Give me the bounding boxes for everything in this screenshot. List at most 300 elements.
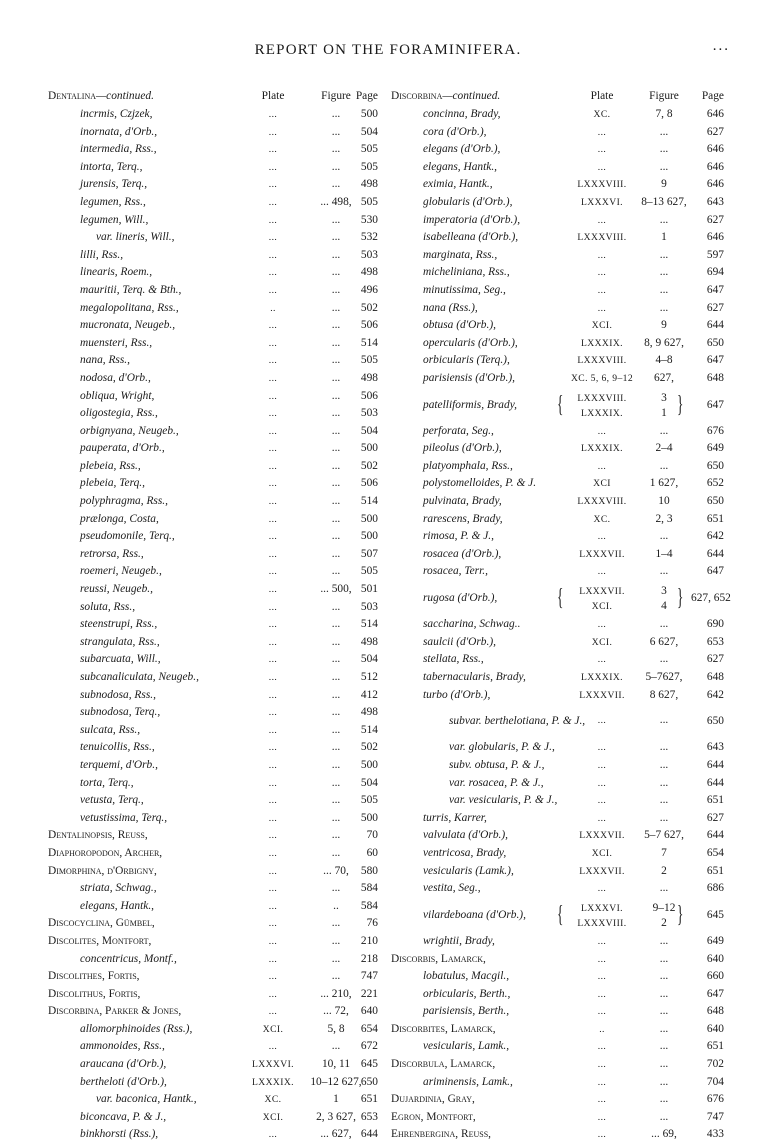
entry-page: 646 xyxy=(706,231,724,244)
entry-plate: LXXXVII. xyxy=(579,689,625,701)
entry-page: 503 xyxy=(360,600,378,613)
index-entry xyxy=(391,669,728,687)
entry-plate: ... xyxy=(268,355,278,367)
entry-name: muensteri, Rss., xyxy=(80,336,153,349)
entry-plate: ... xyxy=(268,496,278,508)
entry-plate: ... xyxy=(597,1076,607,1088)
entry-page: 505 xyxy=(360,160,378,173)
entry-page: 648 xyxy=(706,671,724,683)
entry-figure: ... xyxy=(331,354,341,367)
entry-name: linearis, Roem., xyxy=(80,266,153,279)
entry-figure: ... xyxy=(659,530,669,543)
entry-figure: ... xyxy=(331,495,341,508)
index-entry xyxy=(48,124,393,142)
index-entry xyxy=(391,352,728,370)
entry-plate: ... xyxy=(268,284,278,296)
entry-figure: ... xyxy=(331,530,341,543)
entry-name: prælonga, Costa, xyxy=(80,512,159,525)
entry-page: 640 xyxy=(360,1005,378,1018)
entry-page: 651 xyxy=(706,864,724,877)
entry-plate: LXXXIX. xyxy=(252,1076,294,1088)
entry-name: polyphragma, Rss., xyxy=(80,495,168,508)
index-entry xyxy=(391,634,728,652)
entry-page: 702 xyxy=(706,1058,724,1071)
index-entry xyxy=(391,1038,728,1056)
entry-plate: XCI. xyxy=(591,636,613,648)
index-entry xyxy=(391,458,728,476)
entry-page: 644 xyxy=(706,776,724,789)
entry-figure: ... xyxy=(659,970,669,983)
index-entry xyxy=(48,352,393,370)
entry-page: 647 xyxy=(706,987,724,1000)
index-entry xyxy=(48,810,393,828)
index-rows xyxy=(48,106,393,1144)
entry-plate: ... xyxy=(268,636,278,648)
entry-figure: ... xyxy=(659,1110,669,1123)
index-entry xyxy=(391,739,728,757)
entry-plate: ... xyxy=(268,988,278,1000)
entry-name: megalopolitana, Rss., xyxy=(80,301,179,314)
entry-plate: ... xyxy=(268,971,278,983)
index-entry xyxy=(48,845,393,863)
entry-figure: ... xyxy=(331,952,341,965)
entry-name: ventricosa, Brady, xyxy=(423,846,507,859)
entry-page: 676 xyxy=(706,1093,724,1106)
entry-plate: LXXXIX. xyxy=(581,443,623,455)
entry-page: 686 xyxy=(706,882,724,895)
index-entry xyxy=(391,194,728,212)
entry-plate xyxy=(563,901,641,931)
entry-figure-line: 2 xyxy=(661,916,667,929)
entry-name: binkhorsti (Rss.), xyxy=(80,1128,159,1141)
entry-page: 503 xyxy=(360,248,378,261)
entry-plate-line: XCI. xyxy=(591,601,613,613)
entry-figure: ... 500, xyxy=(320,583,352,596)
index-entry xyxy=(48,634,393,652)
entry-figure: ... xyxy=(659,1093,669,1106)
entry-name: plebeia, Rss., xyxy=(80,459,141,472)
entry-plate: ... xyxy=(268,672,278,683)
entry-name: var. vesicularis, P. & J., xyxy=(449,794,558,807)
entry-figure: ... xyxy=(659,459,669,472)
entry-figure: 2–4 xyxy=(655,442,673,455)
index-entry xyxy=(391,141,728,159)
entry-plate: ... xyxy=(268,865,278,877)
entry-plate: ... xyxy=(268,232,278,244)
entry-page: 500 xyxy=(360,108,378,120)
entry-plate-line: LXXXIX. xyxy=(581,407,623,419)
index-entry xyxy=(48,951,393,969)
entry-plate: ... xyxy=(268,425,278,437)
index-rows xyxy=(391,106,731,1144)
entry-name: vesicularis, Lamk., xyxy=(423,1040,510,1053)
entry-plate: ... xyxy=(268,584,278,596)
index-entry xyxy=(391,863,728,881)
entry-page: 647 xyxy=(706,565,724,578)
index-entry xyxy=(391,880,728,898)
entry-plate: ... xyxy=(268,478,278,490)
index-entry xyxy=(48,370,393,388)
entry-name: lobatulus, Macgil., xyxy=(423,970,510,983)
entry-plate: ... xyxy=(268,619,278,631)
entry-name: Discocyclina, Gümbel, xyxy=(48,917,155,930)
entry-page: 747 xyxy=(360,970,378,983)
index-entry xyxy=(391,475,728,493)
entry-plate: ... xyxy=(597,302,607,314)
entry-plate: ... xyxy=(268,847,278,859)
entry-figure: ... xyxy=(331,829,341,842)
entry-figure: ... xyxy=(331,319,341,332)
entry-name: rugosa (d'Orb.), xyxy=(423,592,498,605)
entry-page: 644 xyxy=(706,758,724,771)
index-entry xyxy=(391,898,728,933)
entry-name: var. lineris, Will., xyxy=(96,231,175,244)
entry-plate: LXXXIX. xyxy=(581,672,623,683)
entry-plate: LXXXVIII. xyxy=(577,179,627,191)
entry-page: 500 xyxy=(360,530,378,543)
entry-figure: ... xyxy=(331,301,341,314)
entry-name: ammonoides, Rss., xyxy=(80,1040,165,1053)
entry-figure: ... xyxy=(659,758,669,771)
entry-figure: 5, 8 xyxy=(327,1022,345,1035)
entry-figure: ... xyxy=(331,266,341,279)
entry-figure: ... xyxy=(331,547,341,560)
entry-figure: 6 627, xyxy=(649,635,679,648)
index-entry xyxy=(48,106,393,124)
entry-name: opercularis (d'Orb.), xyxy=(423,336,518,349)
entry-plate: XC. xyxy=(593,109,611,120)
entry-figure: ... xyxy=(331,424,341,437)
entry-name: vetusta, Terq., xyxy=(80,794,144,807)
entry-figure: ... xyxy=(331,776,341,789)
entry-page: 651 xyxy=(706,1040,724,1053)
index-entry xyxy=(391,775,728,793)
entry-figure: ... xyxy=(331,706,341,719)
entry-name: rimosa, P. & J., xyxy=(423,530,494,543)
entry-name: roemeri, Neugeb., xyxy=(80,565,162,578)
index-entry xyxy=(48,669,393,687)
entry-page: 514 xyxy=(360,618,378,631)
entry-name: isabelleana (d'Orb.), xyxy=(423,231,519,244)
entry-page: 498 xyxy=(360,371,378,384)
entry-plate-line: LXXXVIII. xyxy=(577,392,627,404)
entry-page: 650 xyxy=(706,495,724,508)
entry-page: 653 xyxy=(706,635,724,648)
entry-figure: ... xyxy=(331,723,341,736)
entry-plate: ... xyxy=(268,443,278,455)
plate-heading: Plate xyxy=(261,90,285,102)
entry-figure: ... xyxy=(331,846,341,859)
entry-figure: ... 210, xyxy=(320,987,352,1000)
entry-figure: 2, 3 627, xyxy=(316,1110,356,1123)
entry-plate: ... xyxy=(268,531,278,543)
entry-plate: ... xyxy=(268,1129,278,1141)
index-entry xyxy=(48,282,393,300)
entry-plate: ... xyxy=(268,460,278,472)
entry-figure: ... 627, xyxy=(320,1128,352,1141)
entry-name: eximia, Hantk., xyxy=(423,178,493,191)
entry-name: valvulata (d'Orb.), xyxy=(423,829,509,842)
entry-name: perforata, Seg., xyxy=(423,424,494,437)
entry-name: subnodosa, Rss., xyxy=(80,688,156,701)
index-entry xyxy=(391,106,728,124)
entry-page: 650 xyxy=(706,715,724,728)
entry-figure: ... xyxy=(331,442,341,455)
entry-page: 507 xyxy=(360,547,378,560)
index-entry xyxy=(391,1109,728,1127)
entry-page: 502 xyxy=(360,741,378,754)
entry-name: obtusa (d'Orb.), xyxy=(423,319,496,332)
entry-page: 627, 652 xyxy=(691,592,731,605)
index-entry xyxy=(48,898,393,916)
entry-page: 70 xyxy=(366,829,378,842)
entry-page: 597 xyxy=(706,248,724,261)
entry-figure: 2, 3 xyxy=(655,512,673,525)
index-entry xyxy=(48,458,393,476)
entry-plate: XCI. xyxy=(591,320,613,332)
entry-page: 502 xyxy=(360,301,378,314)
entry-name: imperatoria (d'Orb.), xyxy=(423,213,521,226)
entry-figure: ... xyxy=(659,125,669,138)
index-entry xyxy=(391,1021,728,1039)
entry-page: 627 xyxy=(706,811,724,824)
entry-name: parisiensis, Berth., xyxy=(423,1005,510,1018)
entry-figure: ... xyxy=(331,882,341,895)
entry-page: 514 xyxy=(360,723,378,736)
index-entry xyxy=(48,1074,393,1092)
entry-name: elegans, Hantk., xyxy=(423,160,498,173)
index-entry xyxy=(48,229,393,247)
entry-page: 660 xyxy=(706,970,724,983)
index-entry xyxy=(391,440,728,458)
entry-figure: ... xyxy=(331,459,341,472)
index-entry xyxy=(391,1074,728,1092)
entry-name: platyomphala, Rss., xyxy=(423,459,513,472)
entry-name: var. rosacea, P. & J., xyxy=(449,776,544,789)
entry-page: 504 xyxy=(360,424,378,437)
index-entry xyxy=(48,968,393,986)
entry-page: 627 xyxy=(706,213,724,226)
brace-glyph: } xyxy=(677,391,684,418)
entry-plate: ... xyxy=(597,971,607,983)
entry-plate: XCI. xyxy=(591,847,613,859)
entry-name: lilli, Rss., xyxy=(80,248,124,261)
entry-figure: 1 xyxy=(661,231,667,244)
entry-plate: XCI. xyxy=(262,1111,284,1123)
entry-name: bertheloti (d'Orb.), xyxy=(80,1075,167,1088)
entry-plate: XC. xyxy=(593,513,611,525)
entry-name: polystomelloides, P. & J. xyxy=(423,477,537,490)
entry-figure: ... xyxy=(331,248,341,261)
entry-plate: LXXXVI. xyxy=(581,196,623,208)
entry-plate: LXXXVIII. xyxy=(577,496,627,508)
entry-figure: ... xyxy=(659,1005,669,1018)
entry-page: 651 xyxy=(706,512,724,525)
entry-name: reussi, Neugeb., xyxy=(80,583,153,596)
index-entry xyxy=(48,1109,393,1127)
index-entry xyxy=(391,563,728,581)
entry-figure: ... xyxy=(331,160,341,173)
entry-plate: ... xyxy=(268,548,278,560)
entry-plate-line: LXXXVII. xyxy=(579,586,625,598)
entry-plate: ... xyxy=(268,918,278,930)
entry-plate: ... xyxy=(597,715,607,727)
index-entry xyxy=(48,247,393,265)
entry-figure: ... xyxy=(331,1040,341,1053)
entry-name: vesicularis (Lamk.), xyxy=(423,864,514,877)
entry-plate: ... xyxy=(268,337,278,349)
index-entry xyxy=(391,1003,728,1021)
entry-figure: ... xyxy=(331,389,341,402)
entry-name: Discorbina, Parker & Jones, xyxy=(48,1005,182,1018)
entry-figure: 8 627, xyxy=(649,688,679,701)
entry-page: 500 xyxy=(360,758,378,771)
entry-page: 647 xyxy=(706,354,724,367)
index-entry xyxy=(48,194,393,212)
entry-figure: ... xyxy=(331,653,341,666)
entry-name: orbicularis, Berth., xyxy=(423,987,511,1000)
entry-page: 646 xyxy=(706,143,724,156)
entry-name: var. globularis, P. & J., xyxy=(449,741,555,754)
entry-plate: ... xyxy=(597,1129,607,1141)
entry-page: 642 xyxy=(706,530,724,543)
index-entry xyxy=(391,827,728,845)
entry-page: 646 xyxy=(706,160,724,173)
entry-plate: ... xyxy=(268,689,278,701)
entry-figure: ... xyxy=(659,714,669,727)
entry-figure: ... xyxy=(331,635,341,648)
entry-page: 505 xyxy=(360,143,378,156)
entry-plate: ... xyxy=(268,742,278,754)
index-entry xyxy=(48,986,393,1004)
index-entry xyxy=(48,915,393,933)
entry-plate: ... xyxy=(597,1094,607,1106)
entry-page: 532 xyxy=(360,231,378,244)
entry-plate: ... xyxy=(597,531,607,543)
entry-plate: ... xyxy=(597,759,607,771)
index-entry xyxy=(48,775,393,793)
entry-figure: ... xyxy=(331,934,341,947)
brace-glyph: } xyxy=(677,901,684,928)
entry-figure: 7, 8 xyxy=(655,108,673,120)
entry-figure: ... xyxy=(659,301,669,314)
entry-name: Discorbites, Lamarck, xyxy=(391,1022,496,1035)
entry-plate: LXXXVIII. xyxy=(577,232,627,244)
entry-page: 506 xyxy=(360,389,378,402)
entry-figure: 10–12 627, xyxy=(310,1075,362,1088)
entry-page: 502 xyxy=(360,459,378,472)
entry-page: 644 xyxy=(706,829,724,842)
entry-page: 221 xyxy=(360,987,378,1000)
entry-figure: ... xyxy=(331,741,341,754)
column-heading-genus: Dentalina—continued. xyxy=(48,90,154,102)
index-entry xyxy=(48,264,393,282)
index-entry xyxy=(48,212,393,230)
entry-plate: ... xyxy=(268,777,278,789)
entry-page: 498 xyxy=(360,635,378,648)
entry-name: subvar. berthelotiana, P. & J., xyxy=(449,715,586,728)
entry-plate: ... xyxy=(268,513,278,525)
entry-name: legumen, Will., xyxy=(80,213,149,226)
entry-page: 627 xyxy=(706,301,724,314)
entry-page: 690 xyxy=(706,618,724,631)
index-entry xyxy=(48,1038,393,1056)
entry-name: rosacea (d'Orb.), xyxy=(423,547,502,560)
entry-plate: ... xyxy=(268,390,278,402)
index-column-left xyxy=(48,86,393,1144)
entry-plate-line: LXXXVIII. xyxy=(577,917,627,929)
entry-plate xyxy=(563,584,641,614)
entry-plate: ... xyxy=(597,935,607,947)
entry-figure: ... xyxy=(331,178,341,191)
entry-page: 627 xyxy=(706,653,724,666)
brace-glyph: { xyxy=(557,901,564,928)
index-entry xyxy=(48,739,393,757)
entry-plate: ... xyxy=(597,126,607,138)
index-entry xyxy=(48,563,393,581)
entry-name: rarescens, Brady, xyxy=(423,512,503,525)
entry-plate: ... xyxy=(268,900,278,912)
index-entry xyxy=(391,370,728,388)
entry-name: pileolus (d'Orb.), xyxy=(423,442,502,455)
entry-figure: ... xyxy=(331,371,341,384)
entry-plate: ... xyxy=(597,742,607,754)
index-entry xyxy=(48,475,393,493)
entry-figure-line: 3 xyxy=(661,391,667,404)
entry-page: 654 xyxy=(360,1022,378,1035)
entry-plate: ... xyxy=(268,126,278,138)
entry-name: orbicularis (Terq.), xyxy=(423,354,510,367)
index-entry xyxy=(391,687,728,705)
entry-page: 747 xyxy=(706,1110,724,1123)
entry-name: nana (Rss.), xyxy=(423,301,478,314)
entry-figure: 10 xyxy=(658,495,670,508)
entry-name: Discolithus, Fortis, xyxy=(48,987,141,1000)
entry-plate: ... xyxy=(268,724,278,736)
entry-name: concentricus, Montf., xyxy=(80,952,177,965)
entry-name: orbignyana, Neugeb., xyxy=(80,424,179,437)
entry-figure-line: 4 xyxy=(661,600,667,613)
entry-figure: ... xyxy=(331,970,341,983)
entry-page: 505 xyxy=(360,354,378,367)
entry-page: 644 xyxy=(360,1128,378,1141)
entry-name: biconcava, P. & J., xyxy=(80,1110,167,1123)
index-entry xyxy=(391,968,728,986)
entry-name: subv. obtusa, P. & J., xyxy=(449,758,545,771)
index-entry xyxy=(48,511,393,529)
entry-page: 500 xyxy=(360,442,378,455)
entry-name: micheliniana, Rss., xyxy=(423,266,510,279)
index-entry xyxy=(48,317,393,335)
entry-plate: ... xyxy=(597,566,607,578)
entry-plate: ... xyxy=(268,566,278,578)
entry-figure: ... xyxy=(331,794,341,807)
entry-plate: ... xyxy=(268,1006,278,1018)
entry-name: Dimorphina, d'Orbigny, xyxy=(48,864,157,877)
entry-page: 584 xyxy=(360,899,378,912)
index-entry xyxy=(391,423,728,441)
entry-name: pseudomonile, Terq., xyxy=(80,530,175,543)
index-entry xyxy=(391,511,728,529)
entry-page: 498 xyxy=(360,178,378,191)
index-entry xyxy=(391,159,728,177)
entry-name: rosacea, Terr., xyxy=(423,565,488,578)
entry-name: retrorsa, Rss., xyxy=(80,547,144,560)
entry-page: 647 xyxy=(706,398,724,411)
entry-name: elegans (d'Orb.), xyxy=(423,143,501,156)
index-entry xyxy=(48,722,393,740)
entry-page: 651 xyxy=(706,794,724,807)
